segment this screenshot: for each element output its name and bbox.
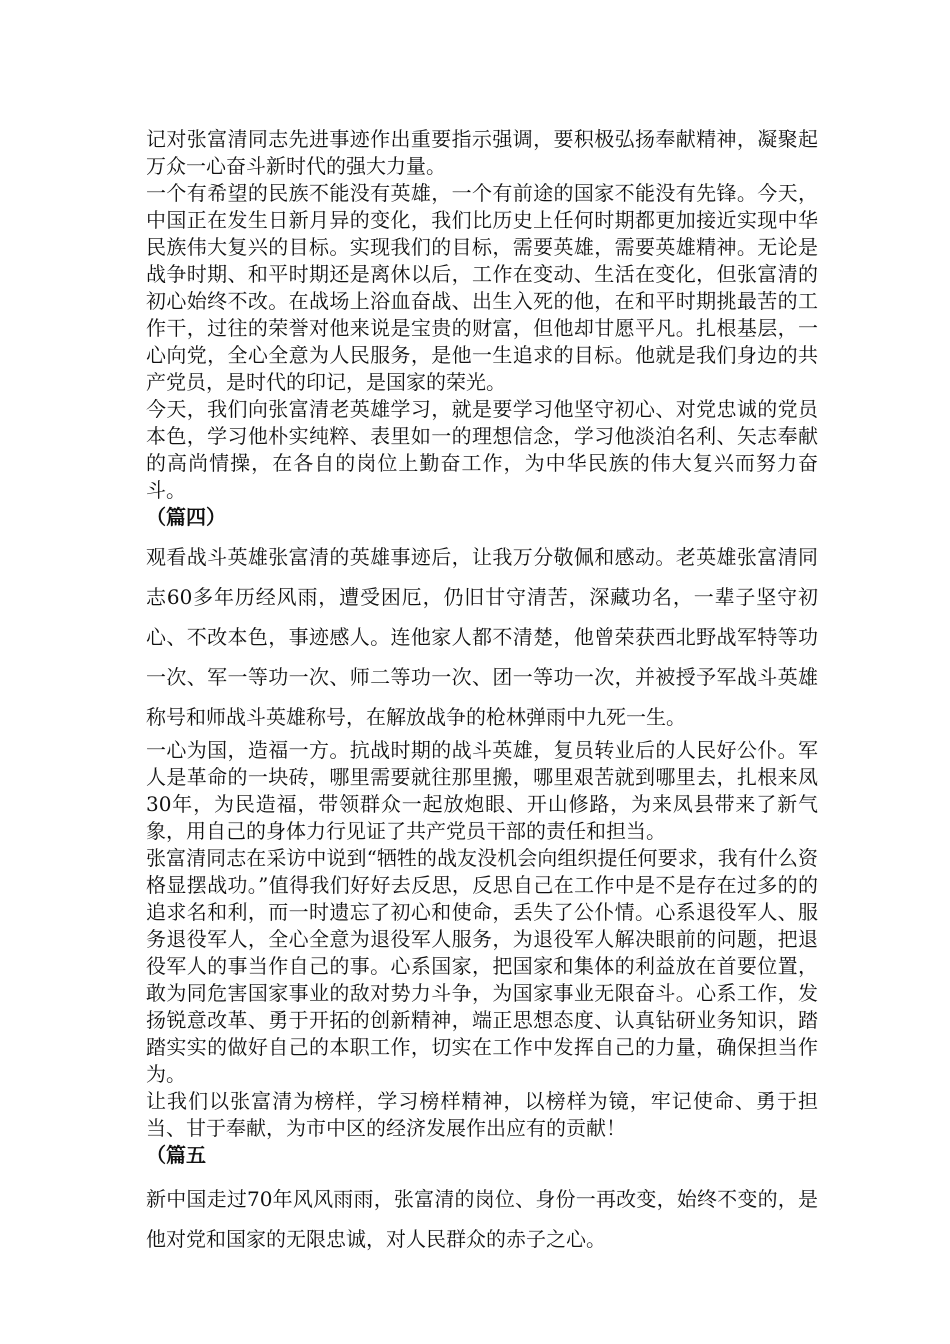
- section-heading-4: （篇四）: [146, 505, 226, 529]
- spacer: [146, 1169, 818, 1179]
- paragraph-3: 今天，我们向张富清老英雄学习，就是要学习他坚守初心、对党忠诚的党员本色，学习他朴实纯粹、表里如一的理想信念，学习他淡泊名利、矢志奉献的高尚情操，在各自的岗位上勤奋工作，为中华民族的伟大复兴而努力奋斗。: [146, 397, 818, 502]
- paragraph-6: 张富清同志在采访中说到“牺牲的战友没机会向组织提任何要求，我有什么资格显摆战功。”值得我们好好去反思，反思自己在工作中是不是存在过多的的追求名和利，而一时遗忘了初心和使命，丢失了公仆情。心系退役军人、服务退役军人，全心全意为退役军人服务，为退役军人解决眼前的问题，把退役军人的事当作自己的事。心系国家，把国家和集体的利益放在首要位置，敢为同危害国家事业的敌对势力斗争，为国家事业无限奋斗。心系工作，发扬锐意改革、勇于开拓的创新精神，端正思想态度、认真钻研业务知识，踏踏实实的做好自己的本职工作，切实在工作中发挥自己的力量，确保担当作为。: [146, 846, 818, 1086]
- section-heading-5: （篇五: [146, 1143, 206, 1167]
- paragraph-2: 一个有希望的民族不能没有英雄，一个有前途的国家不能没有先锋。今天，中国正在发生日新月异的变化，我们比历史上任何时期都更加接近实现中华民族伟大复兴的目标。实现我们的目标，需要英雄，需要英雄精神。无论是战争时期、和平时期还是离休以后，工作在变动、生活在变化，但张富清的初心始终不改。在战场上浴血奋战、出生入死的他，在和平时期挑最苦的工作干，过往的荣誉对他来说是宝贵的财富，但他却甘愿平凡。扎根基层，一心向党，全心全意为人民服务，是他一生追求的目标。他就是我们身边的共产党员，是时代的印记，是国家的荣光。: [146, 181, 818, 394]
- paragraph-7: 让我们以张富清为榜样，学习榜样精神，以榜样为镜，牢记使命、勇于担当、甘于奉献，为市中区的经济发展作出应有的贡献！: [146, 1089, 818, 1140]
- paragraph-1: 记对张富清同志先进事迹作出重要指示强调，要积极弘扬奉献精神，凝聚起万众一心奋斗新时代的强大力量。: [146, 127, 818, 178]
- paragraph-5: 一心为国，造福一方。抗战时期的战斗英雄，复员转业后的人民好公仆。军人是革命的一块砖，哪里需要就往那里搬，哪里艰苦就到哪里去，扎根来凤30年，为民造福，带领群众一起放炮眼、开山修路，为来凤县带来了新气象，用自己的身体力行见证了共产党员干部的责任和担当。: [146, 738, 818, 843]
- paragraph-4: 观看战斗英雄张富清的英雄事迹后，让我万分敬佩和感动。老英雄张富清同志60多年历经风雨，遭受困厄，仍旧甘守清苦，深藏功名，一辈子坚守初心、不改本色，事迹感人。连他家人都不清楚，他曾荣获西北野战军特等功一次、军一等功一次、师二等功一次、团一等功一次，并被授予军战斗英雄称号和师战斗英雄称号，在解放战争的枪林弹雨中九死一生。: [146, 545, 818, 729]
- document-body: [146, 126, 818, 1259]
- paragraph-8: 新中国走过70年风风雨雨，张富清的岗位、身份一再改变，始终不变的，是他对党和国家的无限忠诚，对人民群众的赤子之心。: [146, 1187, 818, 1251]
